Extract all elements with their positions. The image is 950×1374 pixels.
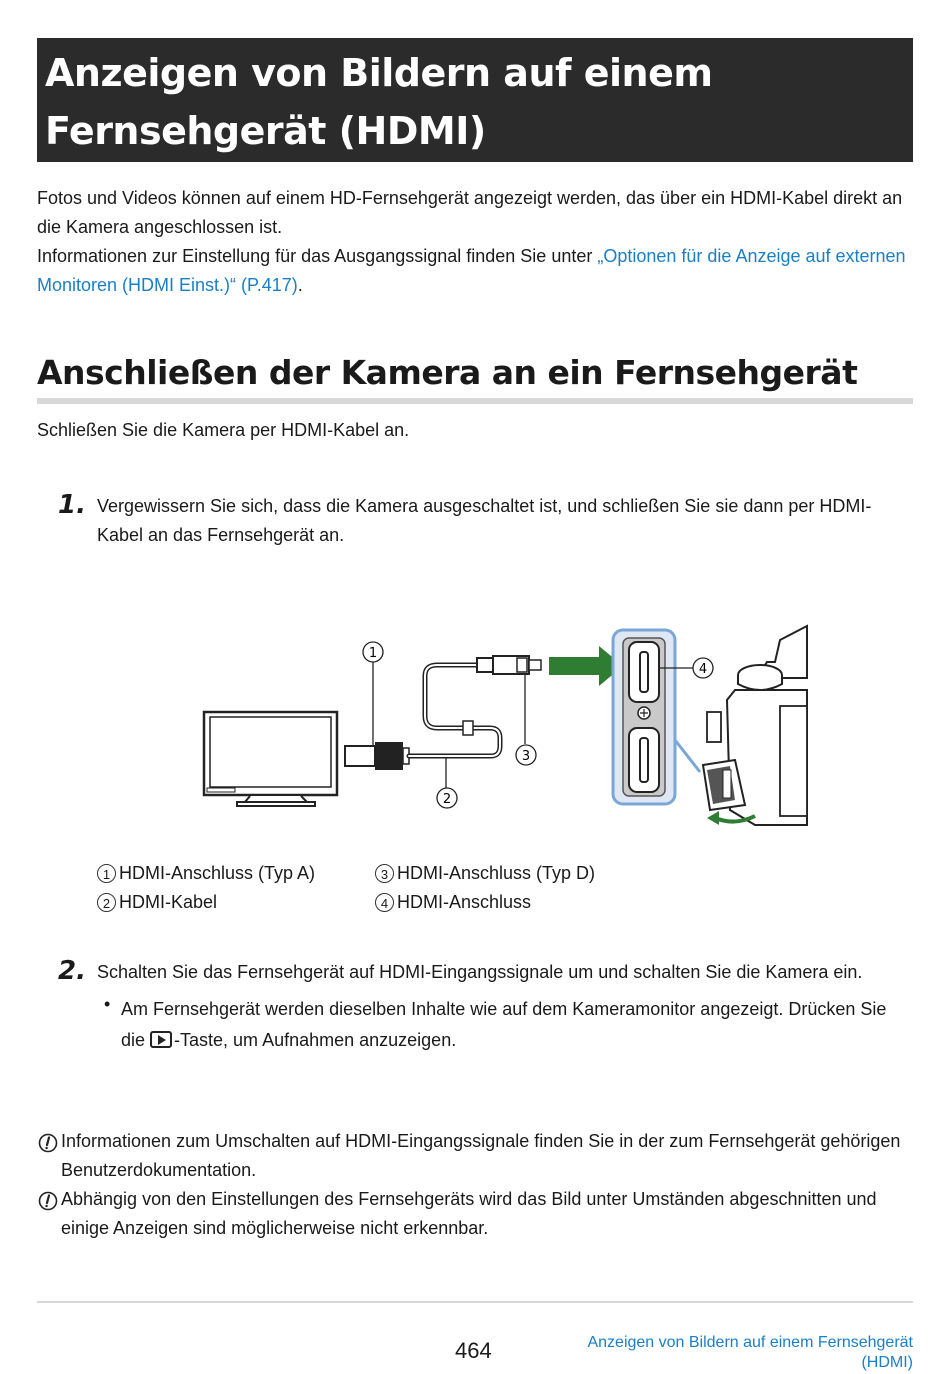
step-1-number: 1. xyxy=(58,490,86,520)
play-button-icon xyxy=(150,1031,172,1048)
callout-3 xyxy=(516,745,536,765)
camera-icon xyxy=(703,626,807,825)
legend-item-4 xyxy=(375,888,531,917)
connection-diagram xyxy=(195,620,815,840)
reference-link[interactable]: „Optionen für die Anzeige auf externen Monitoren (HDMI Einst.)“ (P.417) xyxy=(37,246,906,295)
section-heading: Anschließen der Kamera an ein Fernsehgerät xyxy=(37,353,858,392)
bullet-text-suffix: -Taste, um Aufnahmen anzuzeigen. xyxy=(174,1030,457,1050)
legend-number: 3 xyxy=(375,864,394,883)
page-title-bar xyxy=(37,38,913,162)
footer-title-line-1: Anzeigen von Bildern auf einem Fernsehgerät xyxy=(587,1334,913,1351)
section-lead: Schließen Sie die Kamera per HDMI-Kabel an. xyxy=(37,420,410,440)
caution-icon xyxy=(38,1191,58,1211)
intro-paragraph xyxy=(37,184,917,300)
bullet-text-prefix: Am Fernsehgerät werden dieselben Inhalte wie auf dem Kameramonitor angezeigt. Drücken Sie die xyxy=(121,999,887,1050)
svg-text:3: 3 xyxy=(521,749,531,764)
caution-icon xyxy=(38,1133,58,1153)
footer-chapter-link[interactable] xyxy=(587,1333,913,1373)
bullet-dot: • xyxy=(104,994,111,1014)
callout-2 xyxy=(437,788,457,808)
svg-text:1: 1 xyxy=(368,646,378,661)
legend-number: 1 xyxy=(97,864,116,883)
legend-item-3 xyxy=(375,859,595,888)
tv-icon xyxy=(204,712,337,806)
legend-label: HDMI-Kabel xyxy=(119,892,218,912)
section-divider xyxy=(37,398,913,404)
callout-1 xyxy=(363,642,383,662)
footer-title-line-2: (HDMI) xyxy=(861,1354,913,1371)
intro-ref-prefix: Informationen zur Einstellung für das Ausgangssignal finden Sie unter xyxy=(37,246,598,266)
note-2-text: Abhängig von den Einstellungen des Fernsehgeräts wird das Bild unter Umständen abgeschnitten und einige Anzeigen sind möglicherweise nicht erkennbar. xyxy=(61,1189,877,1238)
intro-text: Fotos und Videos können auf einem HD-Fernsehgerät angezeigt werden, das über ein HDMI-Kabel direkt an die Kamera angeschlossen ist. xyxy=(37,188,903,237)
footer-divider xyxy=(37,1301,913,1303)
svg-text:4: 4 xyxy=(698,662,708,677)
note-1-text: Informationen zum Umschalten auf HDMI-Eingangssignale finden Sie in der zum Fernsehgerät gehörigen Benutzerdokumentation. xyxy=(61,1131,901,1180)
step-2-number: 2. xyxy=(58,956,86,986)
legend-label: HDMI-Anschluss (Typ D) xyxy=(397,863,596,883)
intro-ref-suffix: . xyxy=(297,275,303,295)
legend-number: 4 xyxy=(375,893,394,912)
camera-port-panel-icon xyxy=(613,630,700,804)
legend-number: 2 xyxy=(97,893,116,912)
legend-item-1 xyxy=(97,859,315,888)
step-1-text: Vergewissern Sie sich, dass die Kamera ausgeschaltet ist, und schließen Sie sie dann per HDMI-Kabel an das Fernsehgerät an. xyxy=(97,496,872,545)
hdmi-type-d-plug-icon xyxy=(477,656,541,674)
legend-item-2 xyxy=(97,888,217,917)
legend-label: HDMI-Anschluss xyxy=(397,892,532,912)
hdmi-type-a-plug-icon xyxy=(345,742,409,770)
page-title: Anzeigen von Bildern auf einem Fernsehgerät (HDMI) xyxy=(45,51,713,153)
step-2-text: Schalten Sie das Fernsehgerät auf HDMI-Eingangssignale um und schalten Sie die Kamera ein. xyxy=(97,962,863,982)
callout-4 xyxy=(693,658,713,678)
bullet-text xyxy=(121,994,911,1056)
legend-label: HDMI-Anschluss (Typ A) xyxy=(119,863,316,883)
svg-text:2: 2 xyxy=(442,792,452,807)
page-number: 464 xyxy=(455,1338,492,1363)
hdmi-cable-icon xyxy=(409,665,500,756)
